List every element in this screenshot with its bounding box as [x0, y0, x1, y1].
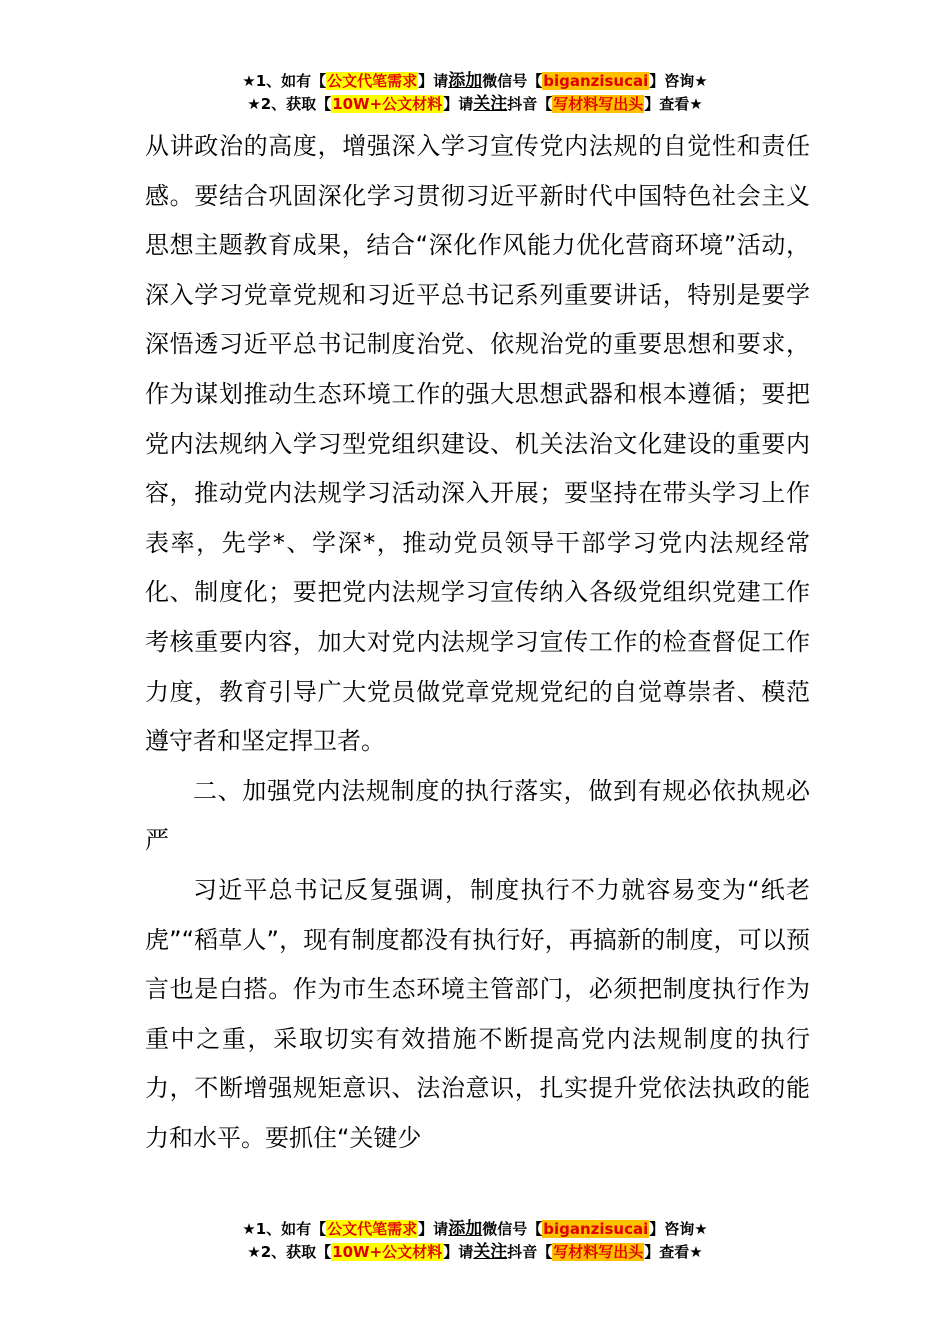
banner-text: 抖音【 [507, 95, 553, 113]
banner-highlight: 公文代笔需求 [327, 1220, 418, 1238]
banner-underlined: 关注 [473, 94, 508, 114]
banner-text: 微信号【 [482, 1220, 543, 1238]
banner-highlight: 写材料写出头 [553, 95, 644, 113]
banner-underlined: 添加 [448, 1219, 483, 1239]
paragraph-1: 从讲政治的高度，增强深入学习宣传党内法规的自觉性和责任感。要结合巩固深化学习贯彻习近平新时代中国特色社会主义思想主题教育成果，结合“深化作风能力优化营商环境”活动，深入学习党章党规和习近平总书记系列重要讲话，特别是要学深悟透习近平总书记制度治党、依规治党的重要思想和要求，作为谋划推动生态环境工作的强大思想武器和根本遵循；要把党内法规纳入学习型党组织建设、机关法治文化建设的重要内容，推动党内法规学习活动深入开展；要坚持在带头学习上作表率，先学*、学深*，推动党员领导干部学习党内法规经常化、制度化；要把党内法规学习宣传纳入各级党组织党建工作考核重要内容，加大对党内法规学习宣传工作的检查督促工作力度，教育引导广大党员做党章党规党纪的自觉尊崇者、模范遵守者和坚定捍卫者。 [145, 132, 810, 756]
banner-underlined: 关注 [473, 1242, 508, 1262]
banner-underlined: 添加 [448, 71, 483, 91]
banner-text: 】请 [418, 72, 449, 90]
banner-line-1 [0, 1218, 950, 1241]
banner-highlight: biganzisucai [543, 1220, 649, 1238]
banner-text: ★1、如有【 [242, 72, 327, 90]
banner-highlight: biganzisucai [543, 72, 649, 90]
banner-text: 】查看★ [644, 95, 703, 113]
banner-highlight: 10W+公文材料 [332, 95, 443, 113]
banner-text: 抖音【 [507, 1243, 553, 1261]
banner-line-1 [0, 70, 950, 93]
paragraph-2: 习近平总书记反复强调，制度执行不力就容易变为“纸老虎”“稻草人”，现有制度都没有执行好，再搞新的制度，可以预言也是白搭。作为市生态环境主管部门，必须把制度执行作为重中之重，采取切实有效措施不断提高党内法规制度的执行力，不断增强规矩意识、法治意识，扎实提升党依法执政的能力和水平。要抓住“关键少 [145, 875, 810, 1152]
header-banner [0, 70, 950, 116]
banner-text: 】咨询★ [649, 1220, 708, 1238]
banner-highlight: 10W+公文材料 [332, 1243, 443, 1261]
body-text [145, 122, 810, 1163]
section-heading-2: 二、加强党内法规制度的执行落实，做到有规必依执规必严 [145, 776, 810, 855]
banner-text: 】咨询★ [649, 72, 708, 90]
banner-highlight: 写材料写出头 [553, 1243, 644, 1261]
banner-text: 】请 [443, 1243, 474, 1261]
banner-text: 】查看★ [644, 1243, 703, 1261]
banner-line-2 [0, 93, 950, 116]
footer-banner [0, 1218, 950, 1264]
banner-text: 】请 [418, 1220, 449, 1238]
banner-text: ★2、获取【 [247, 95, 332, 113]
banner-highlight: 公文代笔需求 [327, 72, 418, 90]
banner-text: 微信号【 [482, 72, 543, 90]
banner-line-2 [0, 1241, 950, 1264]
banner-text: ★1、如有【 [242, 1220, 327, 1238]
banner-text: ★2、获取【 [247, 1243, 332, 1261]
banner-text: 】请 [443, 95, 474, 113]
